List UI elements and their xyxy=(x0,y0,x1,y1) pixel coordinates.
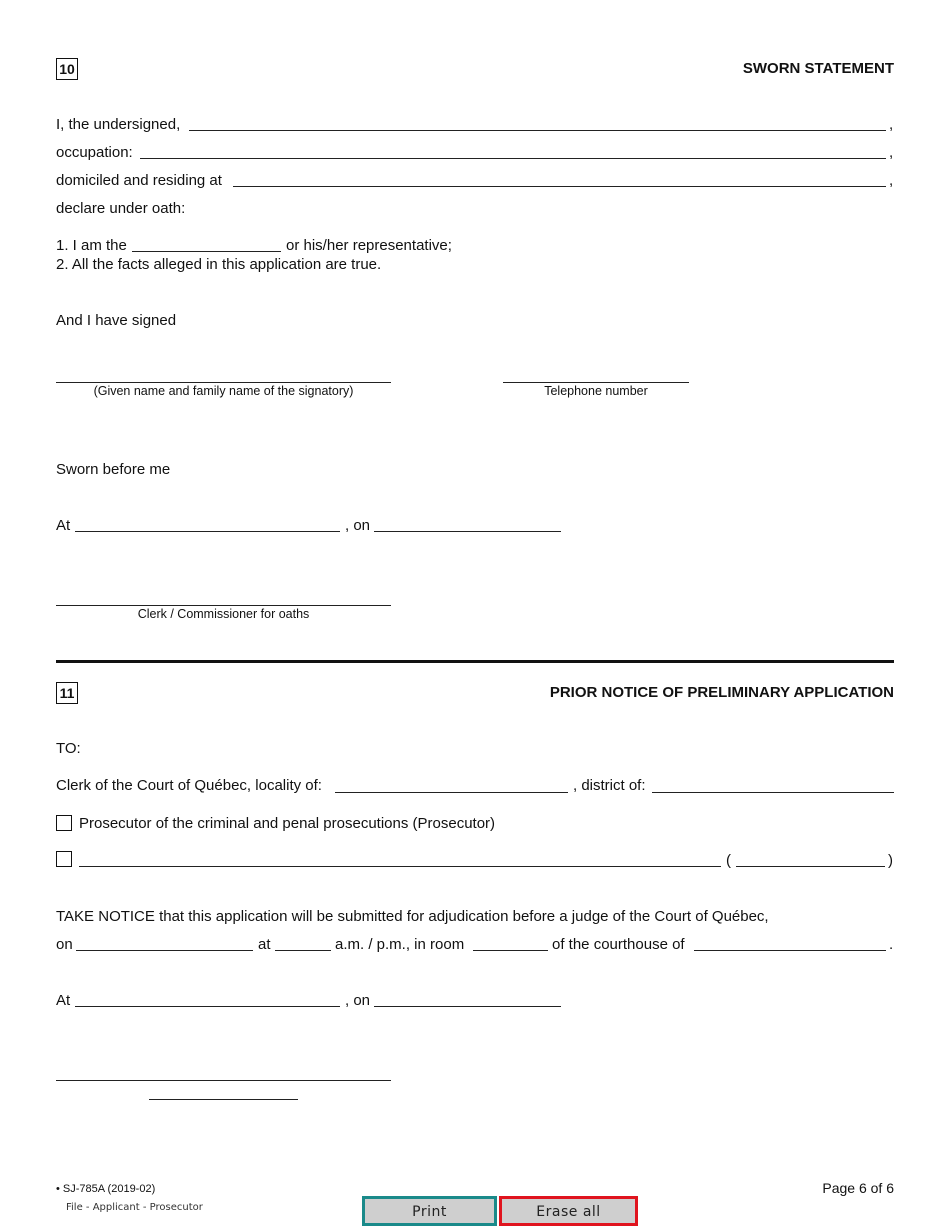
period: . xyxy=(889,936,894,953)
comma: , xyxy=(889,116,894,133)
hearing-time-field[interactable] xyxy=(275,934,331,951)
occupation-field[interactable] xyxy=(140,142,886,159)
other-recipient-checkbox[interactable] xyxy=(56,851,72,867)
role-field[interactable] xyxy=(132,235,281,252)
district-label: , district of: xyxy=(573,777,646,794)
to-label: TO: xyxy=(56,740,81,757)
declare-label: declare under oath: xyxy=(56,200,186,217)
occupation-label: occupation: xyxy=(56,144,133,161)
undersigned-name-field[interactable] xyxy=(189,114,886,131)
section-10-number: 10 xyxy=(56,58,78,80)
at-label: At xyxy=(56,992,71,1009)
distribution-text: File - Applicant - Prosecutor xyxy=(66,1202,203,1213)
locality-field[interactable] xyxy=(335,776,568,793)
signature-sub-field[interactable] xyxy=(149,1083,298,1100)
section-10-title: SWORN STATEMENT xyxy=(742,60,894,77)
telephone-field[interactable] xyxy=(503,366,689,383)
section-divider xyxy=(56,660,894,663)
on-label: , on xyxy=(345,992,371,1009)
paren-open: ( xyxy=(726,852,731,869)
telephone-caption: Telephone number xyxy=(544,384,648,398)
notice-date-field[interactable] xyxy=(374,990,561,1007)
item2-text: 2. All the facts alleged in this application are true. xyxy=(56,256,382,273)
prosecutor-label: Prosecutor of the criminal and penal prosecutions (Prosecutor) xyxy=(79,815,496,832)
sworn-date-field[interactable] xyxy=(374,515,561,532)
district-field[interactable] xyxy=(652,776,894,793)
comma: , xyxy=(889,172,894,189)
sworn-place-field[interactable] xyxy=(75,515,340,532)
ampm-room-label: a.m. / p.m., in room xyxy=(335,936,465,953)
erase-all-button[interactable]: Erase all xyxy=(499,1196,638,1226)
notice-place-field[interactable] xyxy=(75,990,340,1007)
page-number: Page 6 of 6 xyxy=(822,1180,894,1196)
clerk-locality-label: Clerk of the Court of Québec, locality of: xyxy=(56,777,322,794)
prosecutor-checkbox[interactable] xyxy=(56,815,72,831)
room-field[interactable] xyxy=(473,934,548,951)
signed-label: And I have signed xyxy=(56,312,177,329)
section-11-number: 11 xyxy=(56,682,78,704)
courthouse-field[interactable] xyxy=(694,934,886,951)
address-field[interactable] xyxy=(233,170,886,187)
courthouse-label: of the courthouse of xyxy=(552,936,685,953)
hearing-date-field[interactable] xyxy=(76,934,253,951)
paren-close: ) xyxy=(888,852,893,869)
at-label: At xyxy=(56,517,71,534)
undersigned-label: I, the undersigned, xyxy=(56,116,181,133)
other-recipient-detail-field[interactable] xyxy=(736,850,885,867)
print-button[interactable]: Print xyxy=(362,1196,497,1226)
item1-prefix: 1. I am the xyxy=(56,237,127,254)
at-label: at xyxy=(258,936,271,953)
applicant-signature-field[interactable] xyxy=(56,1064,391,1081)
on-label: on xyxy=(56,936,73,953)
section-11-title: PRIOR NOTICE OF PRELIMINARY APPLICATION xyxy=(549,684,894,701)
form-code: • SJ-785A (2019-02) xyxy=(56,1183,156,1195)
signatory-caption: (Given name and family name of the signatory) xyxy=(93,384,354,398)
comma: , xyxy=(889,144,894,161)
on-label: , on xyxy=(345,517,371,534)
other-recipient-field[interactable] xyxy=(79,850,721,867)
notice-text: TAKE NOTICE that this application will be submitted for adjudication before a judge of the Court of Québec, xyxy=(56,908,769,925)
clerk-caption: Clerk / Commissioner for oaths xyxy=(137,607,310,621)
domiciled-label: domiciled and residing at xyxy=(56,172,222,189)
commissioner-signature-field[interactable] xyxy=(56,589,391,606)
sworn-label: Sworn before me xyxy=(56,461,171,478)
signatory-name-field[interactable] xyxy=(56,366,391,383)
item1-suffix: or his/her representative; xyxy=(286,237,452,254)
